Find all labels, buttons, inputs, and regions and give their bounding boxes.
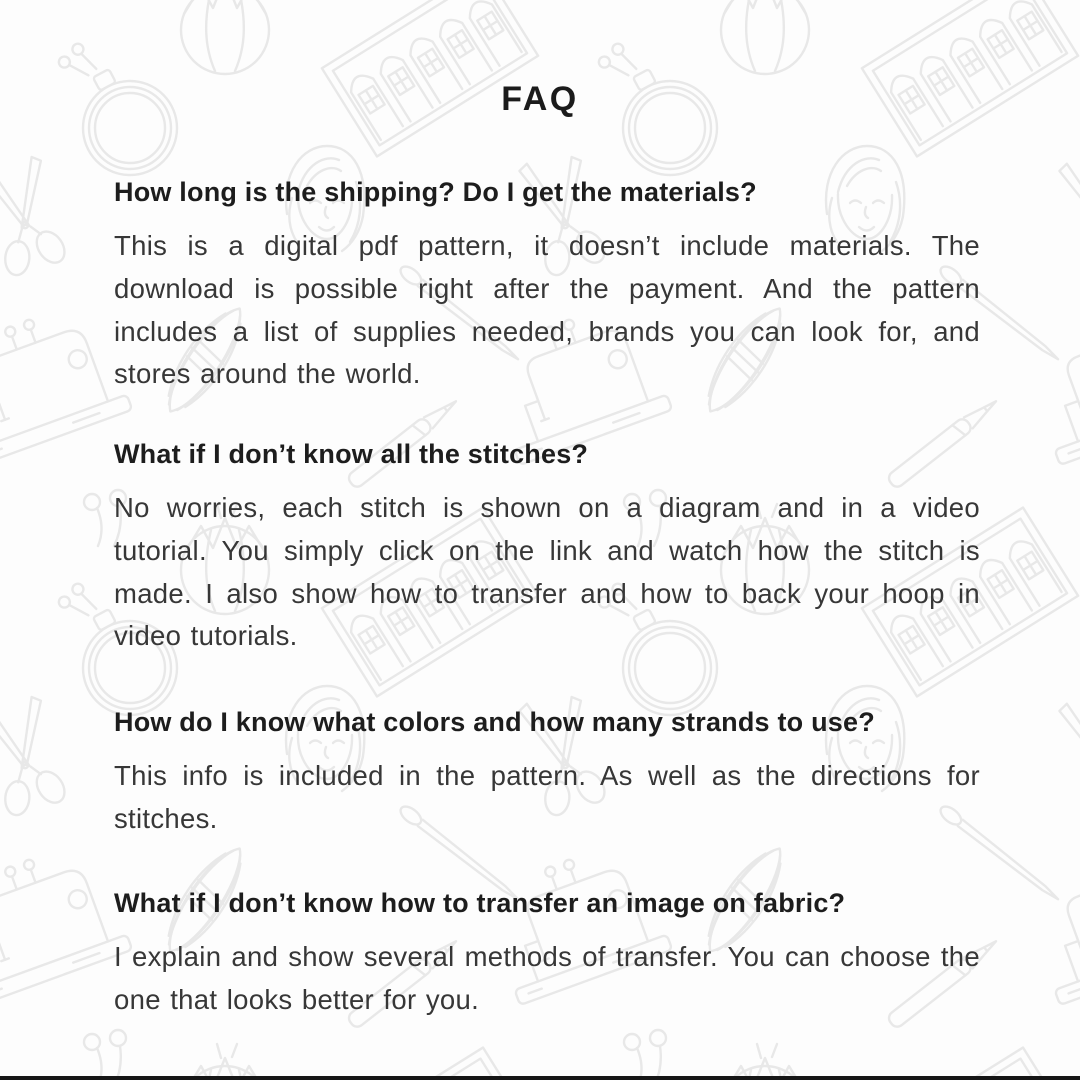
faq-question: What if I don’t know all the stitches? [114, 439, 589, 469]
faq-answer: This info is included in the pattern. As well as the directions for stitches. [114, 760, 980, 834]
faq-answer: I explain and show several methods of transfer. You can choose the one that looks better for you. [114, 941, 980, 1015]
faq-question: What if I don’t know how to transfer an image on fabric? [114, 888, 846, 918]
faq-section-shipping [114, 175, 980, 396]
faq-question: How long is the shipping? Do I get the materials? [114, 177, 757, 207]
faq-section-stitches [114, 437, 980, 658]
bottom-edge-bar [0, 1076, 1080, 1080]
faq-answer: This is a digital pdf pattern, it doesn’t include materials. The download is possible right after the payment. And the pattern includes a list of supplies needed, brands you can look for, and stores around the world. [114, 230, 980, 390]
faq-section-colors-strands [114, 705, 980, 841]
faq-answer: No worries, each stitch is shown on a diagram and in a video tutorial. You simply click on the link and watch how the stitch is made. I also show how to transfer and how to back your hoop in video tutorials. [114, 492, 980, 652]
faq-question: How do I know what colors and how many strands to use? [114, 707, 875, 737]
page-title: FAQ [501, 80, 579, 118]
faq-section-transfer [114, 886, 980, 1022]
